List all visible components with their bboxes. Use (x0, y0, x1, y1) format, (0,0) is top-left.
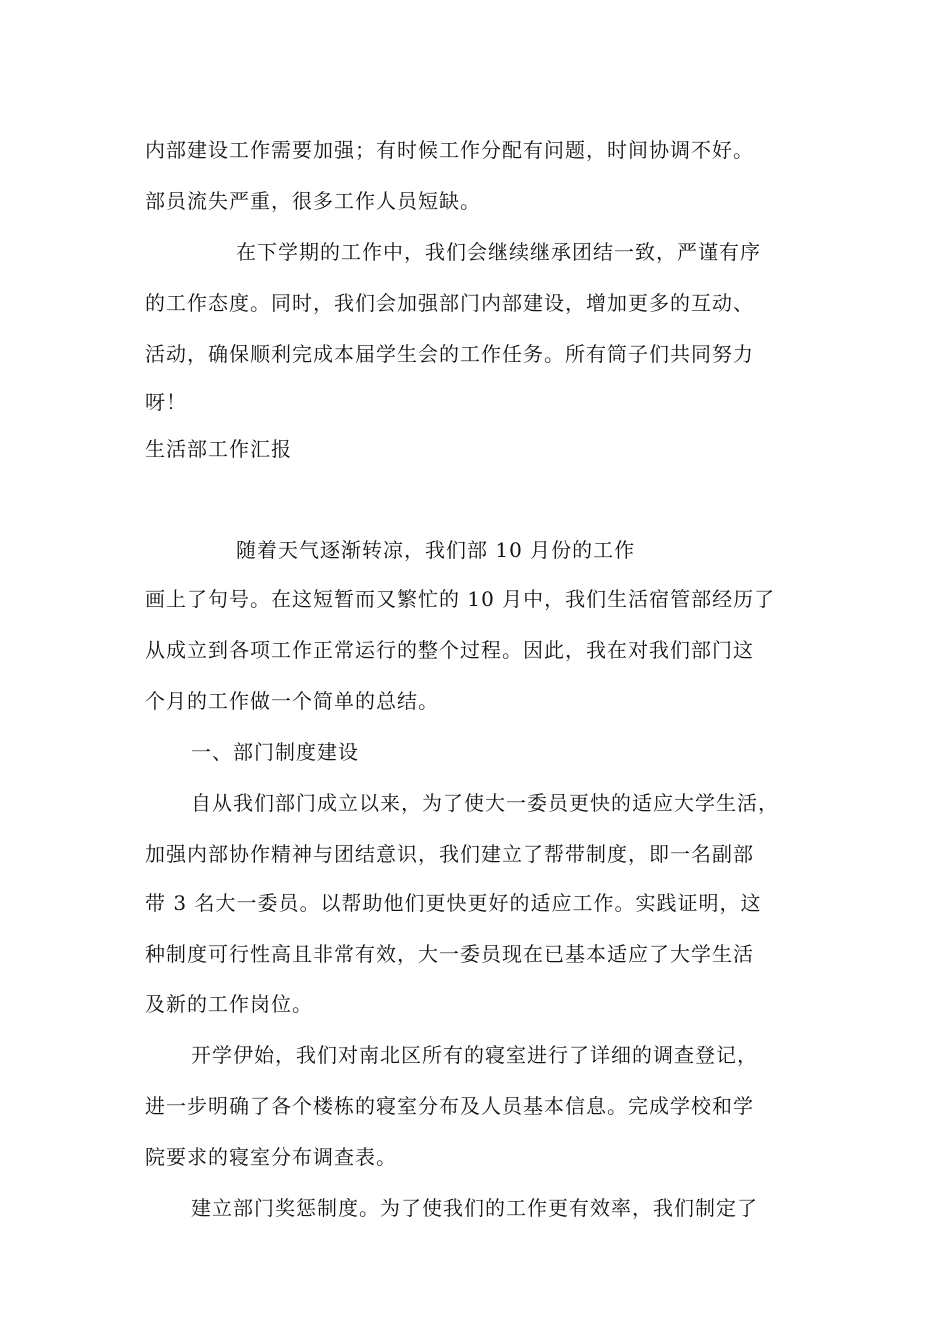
text-line: 个月的工作做一个简单的总结。 (145, 689, 439, 713)
text-line: 建立部门奖惩制度。为了使我们的工作更有效率，我们制定了 (191, 1196, 758, 1220)
subsection-heading: 一、部门制度建设 (191, 740, 359, 764)
text-line: 内部建设工作需要加强；有时候工作分配有问题，时间协调不好。 (145, 138, 754, 162)
text-line: 画上了句号。在这短暂而又繁忙的 10 月中，我们生活宿管部经历了 (145, 587, 776, 611)
text-line: 部员流失严重，很多工作人员短缺。 (145, 189, 481, 213)
text-line: 及新的工作岗位。 (145, 992, 313, 1016)
text-line: 的工作态度。同时，我们会加强部门内部建设，增加更多的互动、 (145, 291, 754, 315)
text-line: 带 3 名大一委员。以帮助他们更快更好的适应工作。实践证明，这 (145, 891, 762, 915)
text-line: 院要求的寝室分布调查表。 (145, 1145, 397, 1169)
text-line: 自从我们部门成立以来，为了使大一委员更快的适应大学生活， (191, 791, 779, 815)
text-line: 开学伊始，我们对南北区所有的寝室进行了详细的调查登记， (191, 1043, 758, 1067)
text-line: 种制度可行性高且非常有效，大一委员现在已基本适应了大学生活 (145, 942, 754, 966)
text-line: 从成立到各项工作正常运行的整个过程。因此，我在对我们部门这 (145, 638, 754, 662)
text-line: 呀！ (145, 390, 187, 414)
text-line: 进一步明确了各个楼栋的寝室分布及人员基本信息。完成学校和学 (145, 1094, 754, 1118)
text-line: 随着天气逐渐转凉，我们部 10 月份的工作 (236, 538, 636, 562)
text-line: 在下学期的工作中，我们会继续继承团结一致，严谨有序 (236, 240, 761, 264)
text-line: 加强内部协作精神与团结意识，我们建立了帮带制度，即一名副部 (145, 842, 754, 866)
text-line: 活动，确保顺利完成本届学生会的工作任务。所有筒子们共同努力 (145, 342, 754, 366)
section-title: 生活部工作汇报 (145, 437, 292, 461)
